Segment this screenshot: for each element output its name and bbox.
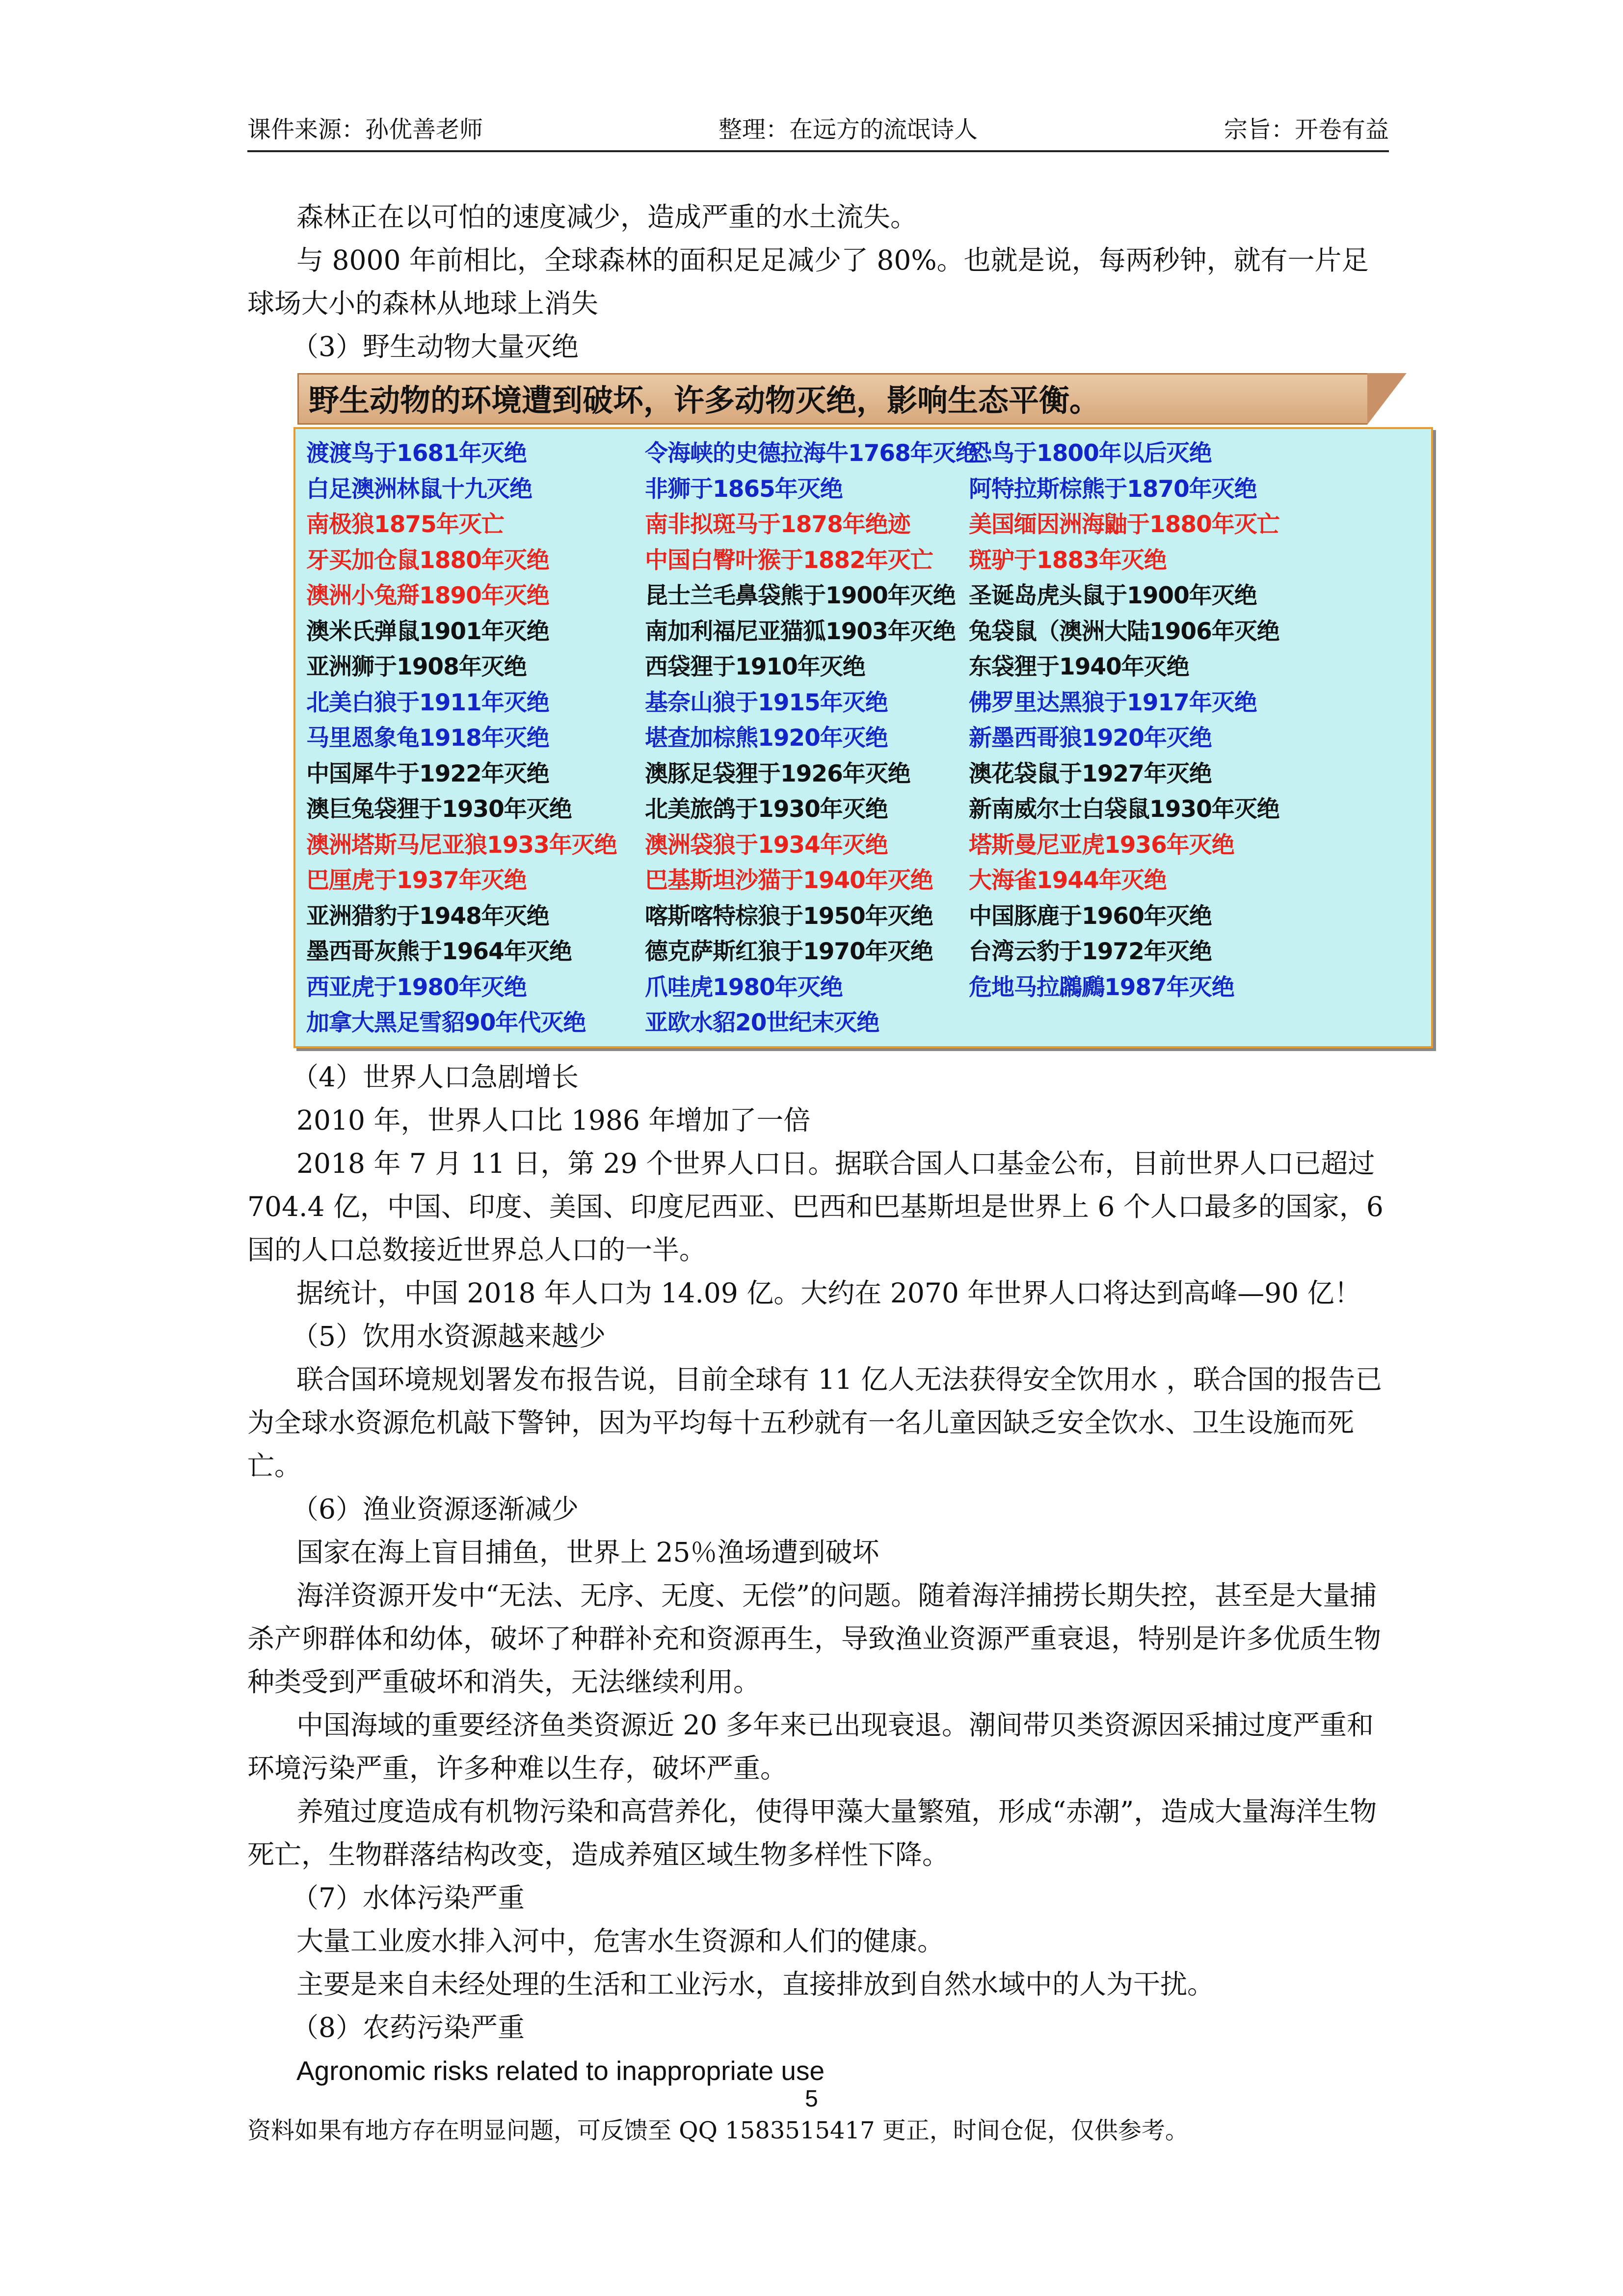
extinction-entry: 喀斯喀特棕狼于1950年灭绝 (645, 902, 933, 930)
extinction-entry: 巴基斯坦沙猫于1940年灭绝 (645, 867, 933, 894)
extinction-entry: 南极狼1875年灭亡 (306, 511, 504, 538)
extinction-entry: 澳花袋鼠于1927年灭绝 (969, 760, 1212, 787)
header-editor: 整理：在远方的流氓诗人 (718, 116, 978, 143)
extinction-entry: 斑驴于1883年灭绝 (969, 546, 1167, 574)
section-heading-3: （3）野生动物大量灭绝 (292, 331, 579, 362)
section-heading-8: （8）农药污染严重 (292, 2012, 525, 2043)
banner-tail (1367, 373, 1407, 425)
paragraph: 2018 年 7 月 11 日，第 29 个世界人口日。据联合国人口基金公布，目前世界人口已超过 704.4 亿，中国、印度、美国、印度尼西亚、巴西和巴基斯坦是世界上 6 个人口最多的国家，6 国的人口总数接近世界总人口的一半。 (247, 1148, 1384, 1266)
extinction-entry: 东袋狸于1940年灭绝 (969, 653, 1189, 680)
extinction-entry: 澳巨兔袋狸于1930年灭绝 (306, 796, 572, 823)
extinction-entry: 马里恩象龟1918年灭绝 (306, 725, 549, 752)
page-header (247, 109, 1389, 152)
section-heading-6: （6）渔业资源逐渐减少 (292, 1493, 579, 1525)
extinction-figure (293, 373, 1437, 1053)
extinction-entry: 基奈山狼于1915年灭绝 (645, 689, 888, 716)
extinction-entry: 渡渡鸟于1681年灭绝 (306, 440, 527, 467)
paragraph: 大量工业废水排入河中，危害水生资源和人们的健康。 (296, 1925, 945, 1957)
extinction-entry: 新墨西哥狼1920年灭绝 (969, 725, 1212, 752)
extinction-entry: 兔袋鼠（澳洲大陆1906年灭绝 (969, 618, 1279, 645)
extinction-entry: 澳洲塔斯马尼亚狼1933年灭绝 (306, 831, 617, 859)
paragraph: 与 8000 年前相比，全球森林的面积足足减少了 80%。也就是说，每两秒钟，就有一片足球场大小的森林从地球上消失 (247, 244, 1369, 319)
paragraph: 2010 年，世界人口比 1986 年增加了一倍 (296, 1105, 811, 1136)
extinction-entry: 澳洲小兔搿1890年灭绝 (306, 582, 549, 609)
extinction-entry: 北美旅鸽于1930年灭绝 (645, 796, 888, 823)
extinction-entry: 令海峡的史德拉海牛1768年灭绝 (645, 440, 978, 467)
extinction-entry: 西袋狸于1910年灭绝 (645, 653, 865, 680)
section-heading-5: （5）饮用水资源越来越少 (292, 1321, 606, 1352)
extinction-entry: 牙买加仓鼠1880年灭绝 (306, 546, 549, 574)
paragraph: 主要是来自未经处理的生活和工业污水，直接排放到自然水域中的人为干扰。 (296, 1969, 1215, 2000)
extinction-entry: 澳洲袋狼于1934年灭绝 (645, 831, 888, 859)
page-footer: 资料如果有地方存在明显问题，可反馈至 QQ 1583515417 更正，时间仓促，仅供参考。 (247, 2117, 1189, 2144)
extinction-entry (969, 1005, 1430, 1041)
extinction-entry: 阿特拉斯棕熊于1870年灭绝 (969, 475, 1257, 503)
paragraph: 养殖过度造成有机物污染和高营养化，使得甲藻大量繁殖，形成“赤潮”，造成大量海洋生物死亡，生物群落结构改变，造成养殖区域生物多样性下降。 (247, 1796, 1377, 1870)
paragraph: 据统计，中国 2018 年人口为 14.09 亿。大约在 2070 年世界人口将达到高峰—90 亿！ (296, 1277, 1361, 1309)
paragraph: 联合国环境规划署发布报告说，目前全球有 11 亿人无法获得安全饮用水 ，联合国的报告已为全球水资源危机敲下警钟，因为平均每十五秒就有一名儿童因缺乏安全饮水、卫生设施而死亡。 (247, 1364, 1383, 1482)
extinction-entry: 亚洲狮于1908年灭绝 (306, 653, 527, 680)
extinction-entry: 圣诞岛虎头鼠于1900年灭绝 (969, 582, 1257, 609)
extinction-entry: 西亚虎于1980年灭绝 (306, 973, 527, 1001)
extinction-entry: 亚欧水貂20世纪末灭绝 (645, 1009, 879, 1036)
extinction-entry: 台湾云豹于1972年灭绝 (969, 938, 1212, 965)
paragraph: 海洋资源开发中“无法、无序、无度、无偿”的问题。随着海洋捕捞长期失控，甚至是大量捕杀产卵群体和幼体，破坏了种群补充和资源再生，导致渔业资源严重衰退，特别是许多优质生物种类受到严重破坏和消失，无法继续利用。 (247, 1580, 1382, 1698)
extinction-entry: 墨西哥灰熊于1964年灭绝 (306, 938, 572, 965)
paragraph: 森林正在以可怕的速度减少，造成严重的水土流失。 (296, 201, 918, 233)
extinction-list-box (293, 427, 1433, 1048)
extinction-entry: 新南威尔士白袋鼠1930年灭绝 (969, 796, 1279, 823)
extinction-entry: 非狮于1865年灭绝 (645, 475, 843, 503)
extinction-entry: 爪哇虎1980年灭绝 (645, 973, 843, 1001)
extinction-entry: 塔斯曼尼亚虎1936年灭绝 (969, 831, 1234, 859)
extinction-entry: 美国缅因洲海鼬于1880年灭亡 (969, 511, 1279, 538)
extinction-entry: 堪查加棕熊1920年灭绝 (645, 725, 888, 752)
extinction-entry: 中国白臀叶猴于1882年灭亡 (645, 546, 933, 574)
extinction-entry: 昆士兰毛鼻袋熊于1900年灭绝 (645, 582, 956, 609)
page-number: 5 (805, 2086, 818, 2112)
extinction-entry: 恐鸟于1800年以后灭绝 (969, 440, 1212, 467)
section-heading-4: （4）世界人口急剧增长 (292, 1061, 579, 1093)
extinction-list (306, 436, 1430, 1041)
header-source: 课件来源：孙优善老师 (247, 116, 483, 143)
extinction-entry: 德克萨斯红狼于1970年灭绝 (645, 938, 933, 965)
extinction-entry: 中国犀牛于1922年灭绝 (306, 760, 549, 787)
section-heading-7: （7）水体污染严重 (292, 1882, 525, 1914)
figure-banner: 野生动物的环境遭到破坏，许多动物灭绝，影响生态平衡。 (297, 373, 1367, 425)
section-body (247, 1055, 1389, 2092)
paragraph: 中国海域的重要经济鱼类资源近 20 多年来已出现衰退。潮间带贝类资源因采捕过度严重和环境污染严重，许多种难以生存，破坏严重。 (247, 1709, 1374, 1784)
extinction-entry: 南非拟斑马于1878年绝迹 (645, 511, 910, 538)
paragraph: 国家在海上盲目捕鱼，世界上 25％渔场遭到破坏 (296, 1537, 879, 1568)
extinction-entry: 危地马拉鸊鷉1987年灭绝 (969, 973, 1234, 1001)
header-motto: 宗旨：开卷有益 (1224, 116, 1389, 143)
extinction-entry: 大海雀1944年灭绝 (969, 867, 1167, 894)
extinction-entry: 中国豚鹿于1960年灭绝 (969, 902, 1212, 930)
extinction-entry: 澳豚足袋狸于1926年灭绝 (645, 760, 910, 787)
extinction-entry: 加拿大黑足雪貂90年代灭绝 (306, 1009, 586, 1036)
extinction-entry: 南加利福尼亚猫狐1903年灭绝 (645, 618, 956, 645)
extinction-entry: 白足澳洲林鼠十九灭绝 (306, 475, 532, 503)
extinction-entry: 澳米氏弹鼠1901年灭绝 (306, 618, 549, 645)
section-forest (247, 195, 1389, 368)
extinction-entry: 北美白狼于1911年灭绝 (306, 689, 549, 716)
extinction-entry: 巴厘虎于1937年灭绝 (306, 867, 527, 894)
extinction-entry: 亚洲猎豹于1948年灭绝 (306, 902, 549, 930)
paragraph: Agronomic risks related to inappropriate use (296, 2055, 825, 2086)
extinction-entry: 佛罗里达黑狼于1917年灭绝 (969, 689, 1257, 716)
